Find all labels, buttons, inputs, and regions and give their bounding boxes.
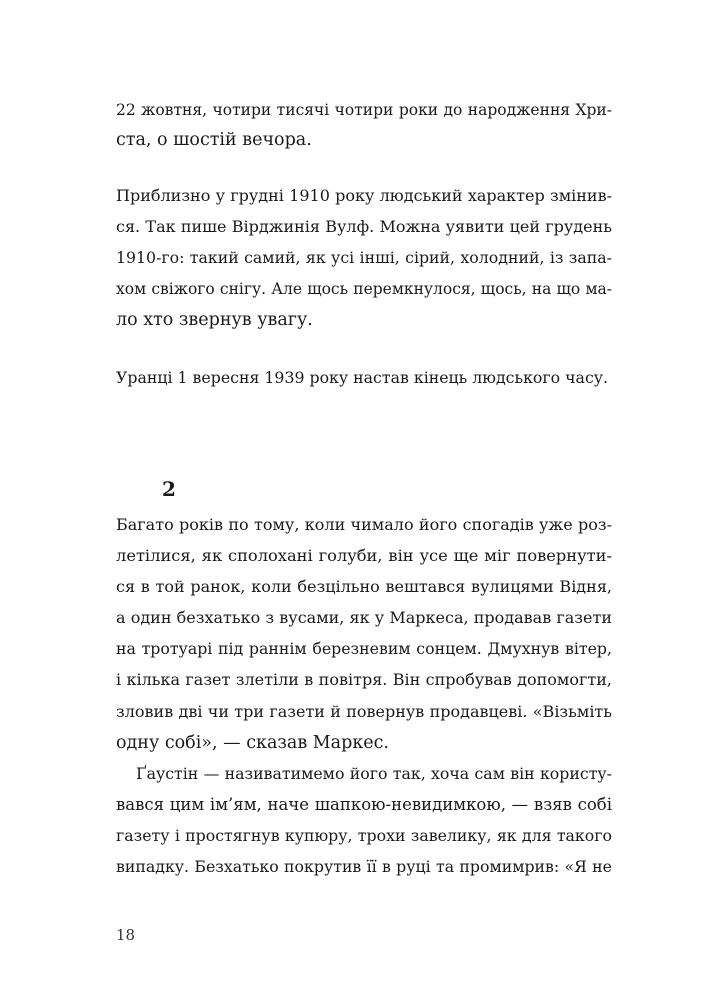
text-line: Багато років по тому, коли чимало його спогадів уже роз- (116, 515, 612, 534)
text-line: одну собі», — сказав Маркес. (116, 733, 389, 753)
text-line: летілися, як сполохані голуби, він усе ще міг повернути- (116, 546, 612, 565)
text-line: ста, о шостій вечора. (116, 130, 312, 150)
text-line: і кілька газет злетіли в повітря. Він спробував допомогти, (116, 670, 612, 689)
text-line: Уранці 1 вересня 1939 року настав кінець людського часу. (116, 368, 609, 387)
text-line: 22 жовтня, чотири тисячі чотири роки до народження Хри- (116, 101, 612, 119)
text-line: ся в той ранок, коли безцільно вештався вулицями Відня, (116, 577, 612, 596)
text-line: 1910-го: такий самий, як усі інші, сірий, холодний, із запа- (116, 248, 612, 267)
text-line: зловив дві чи три газети й повернув продавцеві. «Візьміть (116, 702, 612, 721)
text-line: ло хто звернув увагу. (116, 310, 313, 330)
text-line: ся. Так пише Вірджинія Вулф. Можна уявити цей грудень (116, 217, 612, 236)
text-line: хом свіжого снігу. Але щось перемкнулося, щось, на що ма- (116, 280, 612, 298)
text-line: на тротуарі під раннім березневим сонцем. Дмухнув вітер, (116, 639, 612, 658)
text-line: Приблизно у грудні 1910 року людський характер змінив- (116, 186, 612, 205)
text-line: випадку. Безхатько покрутив її в руці та промимрив: «Я не (116, 857, 612, 876)
text-line: вався цим ім’ям, наче шапкою-невидимкою, — взяв собі (116, 795, 612, 814)
page-number: 18 (116, 926, 136, 944)
text-line: а один безхатько з вусами, як у Маркеса, продавав газети (116, 608, 612, 627)
text-line: Ґаустін — називатимемо його так, хоча сам він користу- (136, 764, 612, 783)
text-line: газету і простягнув купюру, трохи завелику, як для такого (116, 826, 612, 845)
chapter-number: 2 (162, 477, 176, 501)
